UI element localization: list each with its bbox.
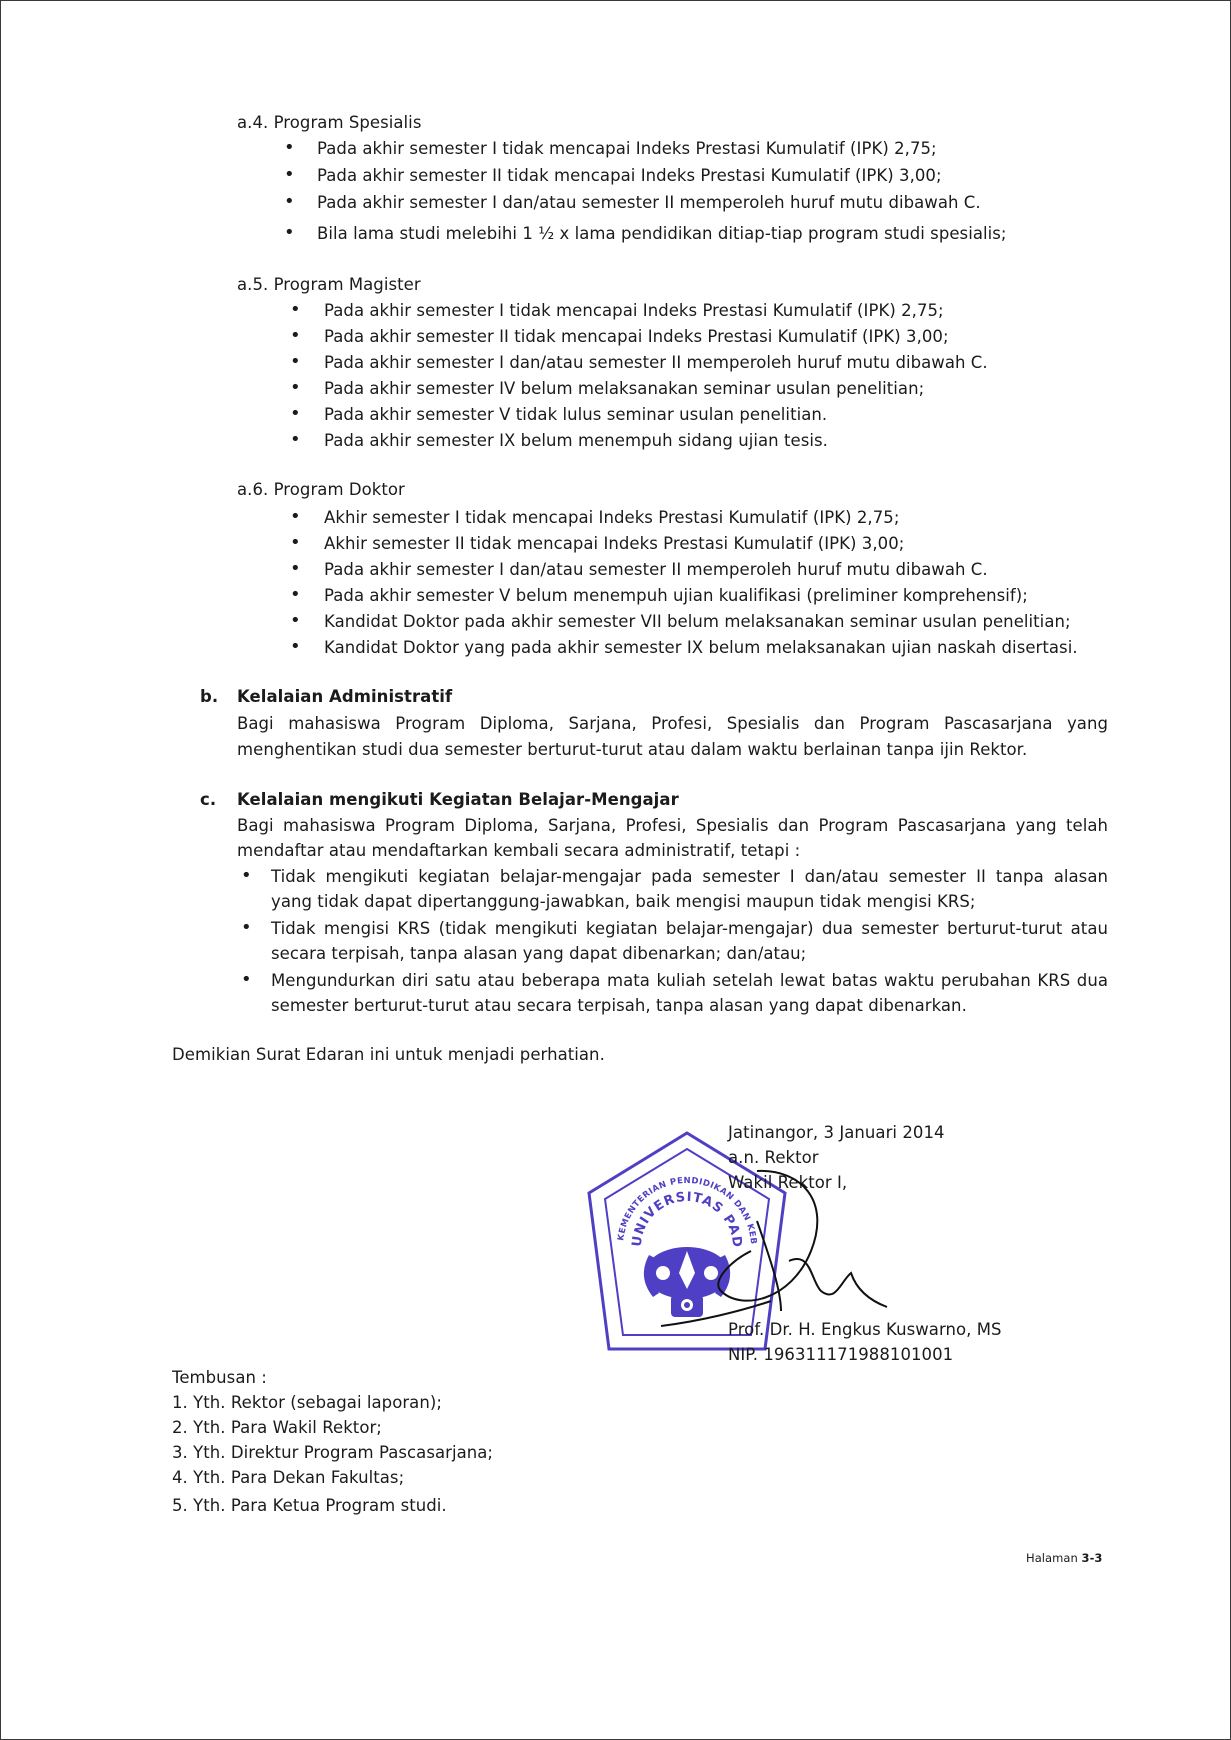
bullet-icon: • <box>241 917 252 938</box>
bullet-icon: • <box>284 137 295 158</box>
signer-name: Prof. Dr. H. Engkus Kuswarno, MS <box>728 1320 1002 1339</box>
section-b-title: Kelalaian Administratif <box>237 687 453 706</box>
bullet-icon: • <box>284 164 295 185</box>
place-date: Jatinangor, 3 Januari 2014 <box>728 1123 945 1142</box>
bullet-icon: • <box>290 636 301 657</box>
list-item: Pada akhir semester I tidak mencapai Indeks Prestasi Kumulatif (IPK) 2,75; <box>324 301 944 320</box>
list-item: Kandidat Doktor pada akhir semester VII belum melaksanakan seminar usulan penelitian; <box>324 612 1071 631</box>
list-item: Tidak mengisi KRS (tidak mengikuti kegiatan belajar-mengajar) dua semester berturut-turut atau <box>271 919 1108 938</box>
list-item: Pada akhir semester I dan/atau semester II memperoleh huruf mutu dibawah C. <box>324 353 988 372</box>
list-item: Pada akhir semester I dan/atau semester II memperoleh huruf mutu dibawah C. <box>317 193 981 212</box>
list-item: Pada akhir semester I tidak mencapai Indeks Prestasi Kumulatif (IPK) 2,75; <box>317 139 937 158</box>
paragraph-line: menghentikan studi dua semester berturut-turut atau dalam waktu berlainan tanpa ijin Rektor. <box>237 740 1028 759</box>
bullet-icon: • <box>290 532 301 553</box>
bullet-icon: • <box>290 610 301 631</box>
section-c-letter: c. <box>200 790 217 809</box>
tembusan-item: 3. Yth. Direktur Program Pascasarjana; <box>172 1443 494 1462</box>
section-b-letter: b. <box>200 687 219 706</box>
handwritten-signature <box>661 1141 941 1341</box>
page-number-label: Halaman <box>1026 1551 1082 1565</box>
list-item: Pada akhir semester I dan/atau semester II memperoleh huruf mutu dibawah C. <box>324 560 988 579</box>
list-item-continuation: yang tidak dapat dipertanggung-jawabkan, baik mengisi maupun tidak mengisi KRS; <box>271 892 976 911</box>
list-item: Akhir semester I tidak mencapai Indeks Prestasi Kumulatif (IPK) 2,75; <box>324 508 900 527</box>
bullet-icon: • <box>290 299 301 320</box>
list-item: Akhir semester II tidak mencapai Indeks Prestasi Kumulatif (IPK) 3,00; <box>324 534 905 553</box>
on-behalf-label: a.n. Rektor <box>728 1148 819 1167</box>
page-number-value: 3-3 <box>1081 1551 1103 1565</box>
list-item: Pada akhir semester V tidak lulus seminar usulan penelitian. <box>324 405 828 424</box>
stamp-outer-text: KEMENTERIAN PENDIDIKAN DAN KEB <box>616 1175 759 1246</box>
bullet-icon: • <box>290 325 301 346</box>
tembusan-item: 4. Yth. Para Dekan Fakultas; <box>172 1468 405 1487</box>
bullet-icon: • <box>241 865 252 886</box>
bullet-icon: • <box>241 969 252 990</box>
list-item-continuation: semester berturut-turut atau secara terpisah, tanpa alasan yang dapat dibenarkan. <box>271 996 967 1015</box>
list-item: Pada akhir semester IX belum menempuh sidang ujian tesis. <box>324 431 828 450</box>
paragraph-line: mendaftar atau mendaftarkan kembali secara administratif, tetapi : <box>237 841 801 860</box>
list-item: Pada akhir semester II tidak mencapai Indeks Prestasi Kumulatif (IPK) 3,00; <box>324 327 949 346</box>
bullet-icon: • <box>290 377 301 398</box>
bullet-icon: • <box>290 506 301 527</box>
tembusan-item: 2. Yth. Para Wakil Rektor; <box>172 1418 382 1437</box>
signer-position: Wakil Rektor I, <box>728 1173 848 1192</box>
bullet-icon: • <box>290 403 301 424</box>
list-item-continuation: secara terpisah, tanpa alasan yang dapat dibenarkan; dan/atau; <box>271 944 807 963</box>
page-number <box>1026 1547 1102 1569</box>
paragraph-line: Bagi mahasiswa Program Diploma, Sarjana, Profesi, Spesialis dan Program Pascasarjana yang <box>237 714 1108 733</box>
list-item: Tidak mengikuti kegiatan belajar-mengajar pada semester I dan/atau semester II tanpa alasan <box>271 867 1108 886</box>
closing-sentence: Demikian Surat Edaran ini untuk menjadi perhatian. <box>172 1045 605 1064</box>
paragraph-line: Bagi mahasiswa Program Diploma, Sarjana, Profesi, Spesialis dan Program Pascasarjana yang telah <box>237 816 1108 835</box>
tembusan-item: 1. Yth. Rektor (sebagai laporan); <box>172 1393 442 1412</box>
list-item: Mengundurkan diri satu atau beberapa mata kuliah setelah lewat batas waktu perubahan KRS dua <box>271 971 1108 990</box>
section-c-title: Kelalaian mengikuti Kegiatan Belajar-Mengajar <box>237 790 679 809</box>
section-a6-heading: a.6. Program Doktor <box>237 480 405 499</box>
bullet-icon: • <box>290 429 301 450</box>
bullet-icon: • <box>290 351 301 372</box>
bullet-icon: • <box>284 222 295 243</box>
bullet-icon: • <box>290 558 301 579</box>
list-item: Bila lama studi melebihi 1 ½ x lama pendidikan ditiap-tiap program studi spesialis; <box>317 224 1007 243</box>
section-a4-heading: a.4. Program Spesialis <box>237 113 422 132</box>
list-item: Pada akhir semester V belum menempuh ujian kualifikasi (preliminer komprehensif); <box>324 586 1028 605</box>
list-item: Kandidat Doktor yang pada akhir semester IX belum melaksanakan ujian naskah disertasi. <box>324 638 1078 657</box>
bullet-icon: • <box>290 584 301 605</box>
tembusan-title: Tembusan : <box>172 1368 267 1387</box>
signer-nip: NIP. 196311171988101001 <box>728 1345 954 1364</box>
tembusan-item: 5. Yth. Para Ketua Program studi. <box>172 1496 447 1515</box>
stamp-main-text: UNIVERSITAS PAD <box>629 1189 745 1249</box>
list-item: Pada akhir semester II tidak mencapai Indeks Prestasi Kumulatif (IPK) 3,00; <box>317 166 942 185</box>
list-item: Pada akhir semester IV belum melaksanakan seminar usulan penelitian; <box>324 379 925 398</box>
section-a5-heading: a.5. Program Magister <box>237 275 421 294</box>
bullet-icon: • <box>284 191 295 212</box>
